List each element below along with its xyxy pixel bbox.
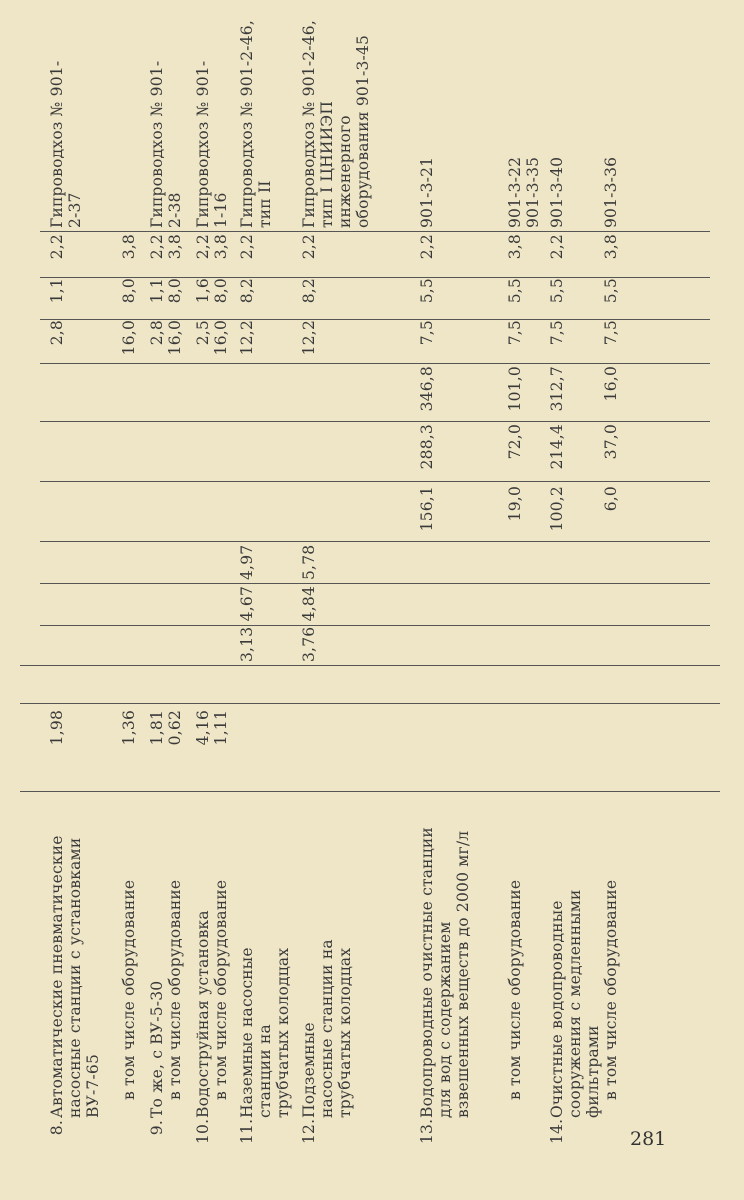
value-cell: 346,8 [418, 366, 436, 412]
row-name: в том числе оборудование [602, 879, 620, 1100]
value-cell: 2,2 [548, 234, 566, 260]
value-cell: 2,2 [148, 234, 166, 260]
value-cell: 3,76 [300, 626, 318, 662]
value-cell: 4,16 [194, 710, 212, 746]
value-cell: 2,8 [148, 320, 166, 346]
row-number: 8. [48, 1120, 66, 1136]
column-divider [40, 421, 710, 422]
value-cell: 7,5 [506, 320, 524, 346]
value-cell: 8,0 [166, 278, 184, 304]
value-cell: 8,0 [120, 278, 138, 304]
value-cell: 4,67 [238, 586, 256, 622]
row-name: в том числе оборудование [212, 879, 230, 1100]
column-divider [40, 625, 710, 626]
value-cell: 214,4 [548, 424, 566, 470]
value-cell: 3,8 [120, 234, 138, 260]
value-cell: 2,2 [418, 234, 436, 260]
column-divider [40, 363, 710, 364]
row-name: в том числе оборудование [120, 879, 138, 1100]
value-cell: 2,8 [48, 320, 66, 346]
value-cell: 37,0 [602, 424, 620, 460]
column-divider [20, 665, 720, 666]
row-name: Автоматические пневматические насосные станции с установками ВУ-7-65 [48, 835, 102, 1118]
row-number: 9. [148, 1120, 166, 1136]
row-name: в том числе оборудование [506, 879, 524, 1100]
value-cell: 1,81 [148, 710, 166, 746]
value-cell: 2,2 [238, 234, 256, 260]
row-name: Водоструйная установка [194, 910, 212, 1118]
value-cell: 1,6 [194, 278, 212, 304]
value-cell: 2,2 [194, 234, 212, 260]
value-cell: 16,0 [602, 366, 620, 402]
row-name: Водопроводные очистные станции для вод с содержанием взвешенных веществ до 2000 мг/л [418, 827, 472, 1118]
value-cell: 3,8 [166, 234, 184, 260]
value-cell: 16,0 [212, 320, 230, 356]
value-cell: 16,0 [166, 320, 184, 356]
value-cell: 1,1 [148, 278, 166, 304]
column-divider [40, 541, 710, 542]
value-cell: 1,36 [120, 710, 138, 746]
value-cell: 4,97 [238, 544, 256, 580]
value-cell: 101,0 [506, 366, 524, 412]
row-name: Подземные насосные станции на трубчатых колодцах [300, 939, 354, 1118]
project-ref: 901-3-36 [602, 156, 620, 228]
row-number: 11. [238, 1118, 256, 1144]
value-cell: 8,2 [300, 278, 318, 304]
row-number: 13. [418, 1118, 436, 1144]
value-cell: 3,8 [506, 234, 524, 260]
row-name: Наземные насосные станции на трубчатых колодцах [238, 947, 292, 1118]
project-ref: Гипроводхоз № 901-2-37 [48, 60, 84, 228]
value-cell: 19,0 [506, 486, 524, 522]
value-cell: 12,2 [238, 320, 256, 356]
value-cell: 5,5 [506, 278, 524, 304]
value-cell: 5,5 [418, 278, 436, 304]
value-cell: 4,84 [300, 586, 318, 622]
value-cell: 3,8 [212, 234, 230, 260]
project-ref: Гипроводхоз № 901-2-46, тип II [238, 20, 274, 228]
value-cell: 156,1 [418, 486, 436, 532]
row-name: То же, с ВУ-5-30 [148, 980, 166, 1118]
value-cell: 1,98 [48, 710, 66, 746]
row-name: в том числе оборудование [166, 879, 184, 1100]
page-number: 281 [630, 1128, 667, 1150]
column-divider [40, 231, 710, 232]
value-cell: 1,11 [212, 710, 230, 746]
project-ref: Гипроводхоз № 901-2-38 [148, 60, 184, 228]
row-number: 12. [300, 1118, 318, 1144]
project-ref: 901-3-40 [548, 156, 566, 228]
value-cell: 2,5 [194, 320, 212, 346]
value-cell: 12,2 [300, 320, 318, 356]
column-divider [20, 703, 720, 704]
value-cell: 3,8 [602, 234, 620, 260]
row-name: Очистные водопроводные сооружения с медленными фильтрами [548, 889, 602, 1118]
value-cell: 7,5 [418, 320, 436, 346]
project-ref: Гипроводхоз № 901-1-16 [194, 60, 230, 228]
value-cell: 0,62 [166, 710, 184, 746]
value-cell: 5,5 [548, 278, 566, 304]
value-cell: 72,0 [506, 424, 524, 460]
project-ref: Гипроводхоз № 901-2-46, тип I ЦНИИЭП инженерного оборудования 901-3-45 [300, 20, 372, 228]
value-cell: 8,0 [212, 278, 230, 304]
value-cell: 288,3 [418, 424, 436, 470]
value-cell: 5,5 [602, 278, 620, 304]
value-cell: 8,2 [238, 278, 256, 304]
value-cell: 5,78 [300, 544, 318, 580]
value-cell: 7,5 [602, 320, 620, 346]
value-cell: 2,2 [300, 234, 318, 260]
row-number: 10. [194, 1118, 212, 1144]
value-cell: 312,7 [548, 366, 566, 412]
value-cell: 100,2 [548, 486, 566, 532]
column-divider [40, 481, 710, 482]
value-cell: 2,2 [48, 234, 66, 260]
value-cell: 6,0 [602, 486, 620, 512]
project-ref: 901-3-21 [418, 156, 436, 228]
value-cell: 16,0 [120, 320, 138, 356]
column-divider [40, 583, 710, 584]
project-ref: 901-3-22 901-3-35 [506, 156, 542, 228]
value-cell: 3,13 [238, 626, 256, 662]
value-cell: 7,5 [548, 320, 566, 346]
value-cell: 1,1 [48, 278, 66, 304]
row-number: 14. [548, 1118, 566, 1144]
